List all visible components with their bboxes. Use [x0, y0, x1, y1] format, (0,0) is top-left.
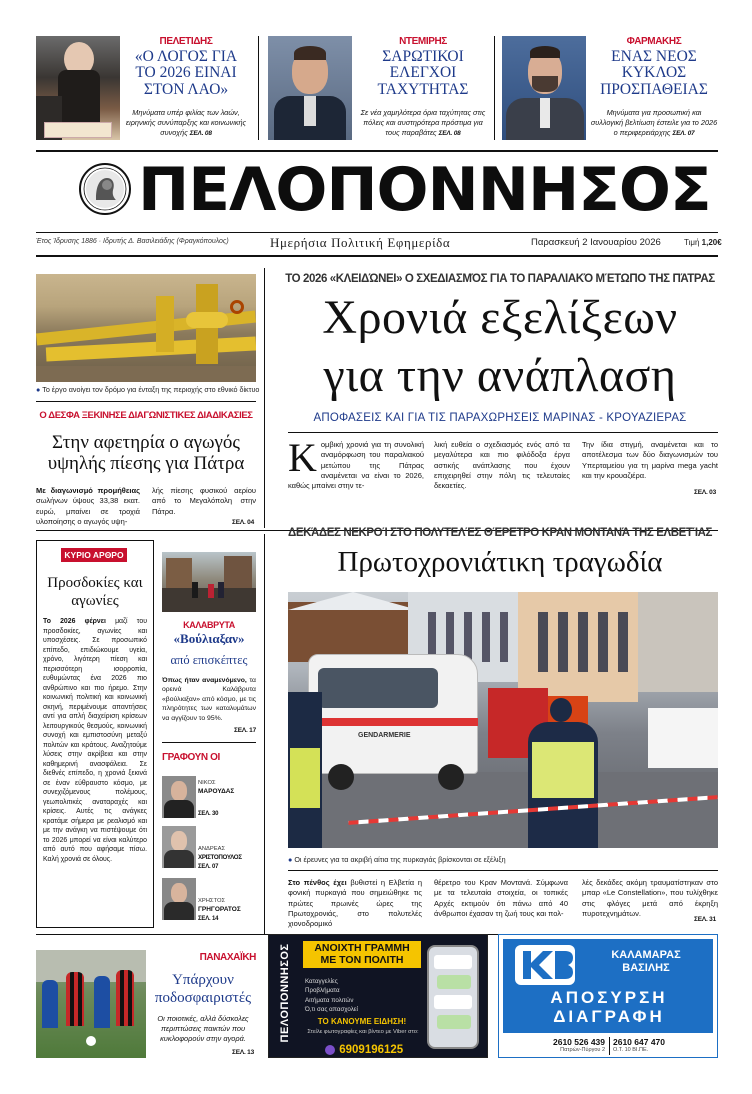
hotline-cta: ΤΟ ΚΑΝΟΥΜΕ ΕΙΔΗΣΗ! — [317, 1017, 407, 1026]
opinion-lead: Το 2026 φέρνει — [43, 618, 106, 625]
page-ref: ΣΕΛ. 03 — [694, 489, 717, 496]
columnists-title: ΓΡΑΦΟΥΝ ΟΙ — [162, 752, 220, 763]
page-ref: ΣΕΛ. 08 — [438, 129, 461, 137]
dropcap: Κ — [288, 435, 317, 480]
hotline-side-text: ΠΕΛΟΠΟΝΝΗΣΟΣ — [279, 943, 291, 1043]
hotline-phone: 6909196125 — [339, 1043, 404, 1056]
teaser-photo-farmakis — [502, 36, 586, 140]
teaser-kicker: ΦΑΡΜΑΚΗΣ — [626, 36, 682, 47]
kalamaras-phone2: 2610 647 470 — [613, 1037, 665, 1047]
kalamaras-slogan1: ΑΠΟΣΥΡΣΗ — [550, 988, 668, 1007]
lead-col1-text: ομβική χρονιά για τη συνολική αναμόρφωση του παραλιακού μετώπου της Πάτρας αναμένεται να είναι το 2026, καθώς μπαίνει στην τε- — [288, 440, 424, 491]
fire-col2: θέρετρο του Κραν Μοντανά. Σύμφωνα με τα τελευταία στοιχεία, οι τοπικές Αρχές εκτιμούν ότι πάνω από 40 άνθρωποι έχασαν τη ζωή τους και πολ- — [434, 878, 568, 919]
kalavryta-title-line1[interactable]: «Βούλιαξαν» — [173, 631, 245, 646]
kalamaras-phone1: 2610 526 439 — [553, 1037, 605, 1047]
columnist-first: ΝΙΚΟΣ — [198, 780, 216, 786]
divider — [288, 432, 718, 433]
kalamaras-ad[interactable] — [498, 934, 718, 1058]
kalamaras-addr1: Πατρών-Πύργου 2 — [560, 1047, 605, 1053]
issue-date: Παρασκευή 2 Ιανουαρίου 2026 — [531, 237, 661, 248]
columnist-last: ΓΡΗΓΟΡΑΤΟΣ — [198, 906, 241, 913]
caption-bullet-icon: ● — [288, 855, 293, 864]
columnist-last: ΧΡΙΣΤΟΠΟΥΛΟΣ — [198, 854, 242, 861]
hotline-ad[interactable] — [268, 934, 488, 1058]
columnist-photo — [162, 826, 196, 868]
teaser-text: Μηνύματα για προσωπική και συλλογική βελτίωση έστειλε για το 2026 ο περιφερειάρχης — [590, 108, 718, 137]
teaser-title: «Ο ΛΟΓΟΣ ΓΙΑ ΤΟ 2026 ΕΙΝΑΙ ΣΤΟΝ ΛΑΟ» — [134, 48, 238, 98]
kalamaras-slogan2: ΔΙΑΓΡΑΦΗ — [553, 1006, 665, 1026]
hotline-line: Προβλήματα — [305, 987, 340, 995]
kalavryta-lead: Όπως ήταν αναμενόμενο, — [162, 677, 247, 684]
viber-icon — [325, 1045, 335, 1055]
lead-col1 — [288, 435, 424, 492]
columnist-photo — [162, 776, 196, 818]
masthead-logo-icon — [78, 162, 132, 216]
page-ref: ΣΕΛ. 08 — [189, 129, 212, 137]
teaser-kicker: ΝΤΕΜΙΡΗΣ — [399, 36, 447, 47]
van-text: GENDARMERIE — [358, 732, 411, 739]
page-ref: ΣΕΛ. 07 — [198, 864, 219, 870]
divider — [162, 742, 256, 743]
divider — [264, 268, 265, 528]
opinion-label: ΚΥΡΙΟ ΑΡΘΡΟ — [61, 548, 127, 562]
tagline: Ημερήσια Πολιτική Εφημερίδα — [270, 235, 451, 250]
hotline-line: Καταγγελίες — [305, 978, 338, 985]
pipeline-col1: σωλήνων ύψους 33,38 εκατ. ευρώ, μπαίνει σε τροχιά υλοποίησης ο αγωγός υψη- — [36, 496, 140, 527]
columnist-first: ΧΡΗΣΤΟΣ — [198, 898, 226, 904]
hotline-title-line2: ΜΕ ΤΟΝ ΠΟΛΙΤΗ — [320, 953, 404, 966]
divider — [36, 232, 718, 233]
masthead-title: ΠΕΛΟΠΟΝΝΗΣΟΣ — [138, 155, 711, 225]
columnist-last: ΜΑΡΟΥΔΑΣ — [198, 788, 235, 795]
columnist-photo — [162, 878, 196, 920]
football-photo — [36, 950, 146, 1058]
kalavryta-body: τα ορεινά Καλάβρυτα «βούλιαξαν» από κόσμο, με τις πληρότητες των καταλυμάτων να αγγίζουν το 95%. — [162, 677, 256, 722]
pipeline-photo — [36, 274, 256, 382]
hotline-line: Ό,τι σας απασχολεί — [305, 1005, 358, 1013]
hotline-line: Αιτήματα πολιτών — [305, 996, 354, 1004]
opinion-box[interactable] — [36, 540, 154, 928]
divider — [494, 36, 495, 140]
lead-col2: λική ευθεία ο σχεδιασμός ενός από τα μεγαλύτερα και πιο φιλόδοξα έργα αστικής ανάπλασης που έχουν επιχειρηθεί στην πόλη τις τελευταίες δεκαετίες. — [434, 440, 570, 491]
page-ref: ΣΕΛ. 04 — [232, 519, 255, 526]
football-title[interactable]: Υπάρχουν ποδοσφαιριστές — [154, 972, 252, 1006]
page-ref: ΣΕΛ. 07 — [672, 129, 695, 137]
hotline-title-line1: ΑΝΟΙΧΤΗ ΓΡΑΜΜΗ — [314, 942, 410, 954]
phone-icon — [427, 945, 479, 1049]
columnist-first: ΑΝΔΡΕΑΣ — [198, 846, 226, 852]
divider — [36, 401, 256, 402]
divider — [288, 870, 718, 871]
opinion-title: Προσδοκίες και αγωνίες — [47, 575, 143, 609]
teaser-photo-ntemiris — [268, 36, 352, 140]
kalavryta-title-line2: από επισκέπτες — [170, 653, 248, 667]
kalamaras-addr2: Ο.Τ. 10 ΒΙ.ΠΕ. — [613, 1047, 649, 1053]
page-ref: ΣΕΛ. 30 — [198, 811, 219, 817]
fire-col1: βυθιστεί η Ελβετία η φονική πυρκαγιά που σημειώθηκε τις πρώτες πρωινές ώρες της Πρωτοχρονιάς, στο πολυτελές χιονοδρομικό — [288, 878, 423, 929]
kalavryta-kicker: ΚΑΛΑΒΡΥΤΑ — [183, 620, 235, 630]
divider — [36, 150, 718, 152]
kalavryta-photo — [162, 552, 256, 612]
hotline-note: Στείλε φωτογραφίες και βίντεο με Viber στο: — [307, 1029, 419, 1035]
opinion-body: μαζί του προσδοκίες, αγωνίες και υποσχέσεις. Σε προσωπικό επίπεδο, επιδιώκουμε υγεία, χρόνο, λιγότερη πίεση και περισσότερη ισορροπία, ευθυμώντας ένα 2026 πιο ανθρώπινο και πιο ήρεμο. Στην κοινωνική πολιτική και κοινωνική σκηνή, περιμένουμε απαντήσεις αντί για απλή διαχείριση κρίσεων λειτουργικούς θεσμούς, κοινωνική συνοχή και εμπιστοσύνη μεταξύ πολιτών και κράτους. Αναζητούμε λύσεις στην ακρίβεια και στην καθημερινή ανασφάλεια. Σε διεθνές επίπεδο, η χρονιά ξεκινά σε έναν εύθραυστο κόσμο, με συνεχιζόμενους πολέμους, γεωπολιτικές αναταραχές και κρίσεις. Αυτές τις ανάγκες κρατάμε σήμερα με ρεαλισμό και με την ανάγκη να πιστέψουμε ότι το 2026 μπορεί να είναι καλύτερο από αυτό που αφήσαμε πίσω. Καλή χρονιά σε όλους. — [43, 618, 147, 863]
pipeline-col2: λής πίεσης φυσικού αερίου από το Μεγαλόπολη στην Πάτρα. — [152, 486, 256, 516]
page-ref: ΣΕΛ. 13 — [232, 1049, 255, 1056]
page-ref: ΣΕΛ. 14 — [198, 916, 219, 922]
fire-kicker: ΔΕΚΆΔΕΣ ΝΕΚΡΟΊ ΣΤΟ ΠΟΛΥΤΕΛΈΣ ΘΈΡΕΤΡΟ ΚΡΑΝ ΜΟΝΤΑΝΆ ΤΗΣ ΕΛΒΕΤΊΑΣ — [287, 527, 713, 539]
teaser-title: ΕΝΑΣ ΝΕΟΣ ΚΥΚΛΟΣ ΠΡΟΣΠΑΘΕΙΑΣ — [600, 48, 708, 98]
page-ref: ΣΕΛ. 17 — [234, 727, 257, 734]
teaser-text: Μηνύματα υπέρ φιλίας των λαών, ειρηνικής συνύπαρξης και κοινωνικής συνοχής — [125, 108, 247, 137]
lead-title-line1[interactable]: Χρονιά εξελίξεων — [322, 291, 678, 344]
teaser-kicker: ΠΕΛΕΤΙΔΗΣ — [159, 36, 213, 47]
page-ref: ΣΕΛ. 31 — [694, 916, 717, 923]
fire-title[interactable]: Πρωτοχρονιάτικη τραγωδία — [337, 546, 663, 578]
price-label: Τιμή — [684, 238, 700, 247]
fire-col3: λές δεκάδες ακόμη τραυματίστηκαν στο μπαρ «Le Constellation», που τυλίχθηκε στις φλόγες μετά από έκρηξη πυροτεχνημάτων. — [582, 878, 718, 919]
lead-subtitle: ΑΠΟΦΑΣΕΙΣ ΚΑΙ ΓΙΑ ΤΙΣ ΠΑΡΑΧΩΡΗΣΕΙΣ ΜΑΡΙΝΑΣ - ΚΡΟΥΑΖΙΕΡΑΣ — [313, 412, 687, 424]
pipeline-kicker: Ο ΔΕΣΦΑ ΞΕΚΙΝΗΣΕ ΔΙΑΓΩΝΙΣΤΙΚΕΣ ΔΙΑΔΙΚΑΣΙΕΣ — [39, 410, 253, 421]
teaser-photo-peletidis — [36, 36, 120, 140]
fire-lead: Στο πένθος έχει — [288, 878, 347, 887]
fire-photo — [288, 592, 718, 848]
teaser-text: Σε νέα χαμηλότερα όρια ταχύτητας στις πόλεις και αυστηρότερα πρόστιμα για τους παραβάτες — [360, 108, 486, 137]
pipeline-lead: Με διαγωνισμό προμήθειας — [36, 486, 140, 495]
football-kicker: ΠΑΝΑΧΑΪΚΗ — [199, 952, 256, 963]
teaser-title: ΣΑΡΩΤΙΚΟΙ ΕΛΕΓΧΟΙ ΤΑΧΥΤΗΤΑΣ — [377, 48, 469, 98]
founded-line: Έτος Ίδρυσης 1886 · Ιδρυτής Δ. Βασιλειάδης (Φραγκόπουλος) — [36, 238, 229, 245]
divider — [264, 534, 265, 934]
divider — [36, 255, 718, 257]
kb-logo-icon — [515, 945, 575, 985]
lead-kicker: ΤΟ 2026 «ΚΛΕΙΔΏΝΕΙ» Ο ΣΧΕΔΙΑΣΜΌΣ ΓΙΑ ΤΟ ΠΑΡΑΛΙΑΚΌ ΜΈΤΩΠΟ ΤΗΣ ΠΆΤΡΑΣ — [285, 273, 715, 285]
lead-col3: Την ίδια στιγμή, αναμένεται και το αποτέλεσμα των δύο διαγωνισμών του Υπερταμείου για τη μαρίνα mega yacht και την κρουαζιέρα. — [582, 440, 718, 481]
price: 1,20€ — [701, 238, 722, 247]
caption-bullet-icon: ● — [36, 385, 41, 394]
pipeline-caption: Το έργο ανοίγει τον δρόμο για ένταξη της περιοχής στο εθνικό δίκτυο — [42, 385, 260, 394]
lead-title-line2[interactable]: για την ανάπλαση — [323, 349, 677, 402]
divider — [258, 36, 259, 140]
kalamaras-name1: ΚΑΛΑΜΑΡΑΣ — [611, 949, 681, 961]
pipeline-title[interactable]: Στην αφετηρία ο αγωγός υψηλής πίεσης για Πάτρα — [47, 432, 245, 475]
fire-caption: Οι έρευνες για τα ακριβή αίτια της πυρκαγιάς βρίσκονται σε εξέλιξη — [294, 855, 506, 864]
kalamaras-name2: ΒΑΣΙΛΗΣ — [622, 961, 670, 974]
football-body: Οι ποιοτικές, αλλά δύσκολες περιπτώσεις παικτών που κυκλοφορούν στην αγορά. — [157, 1014, 249, 1043]
